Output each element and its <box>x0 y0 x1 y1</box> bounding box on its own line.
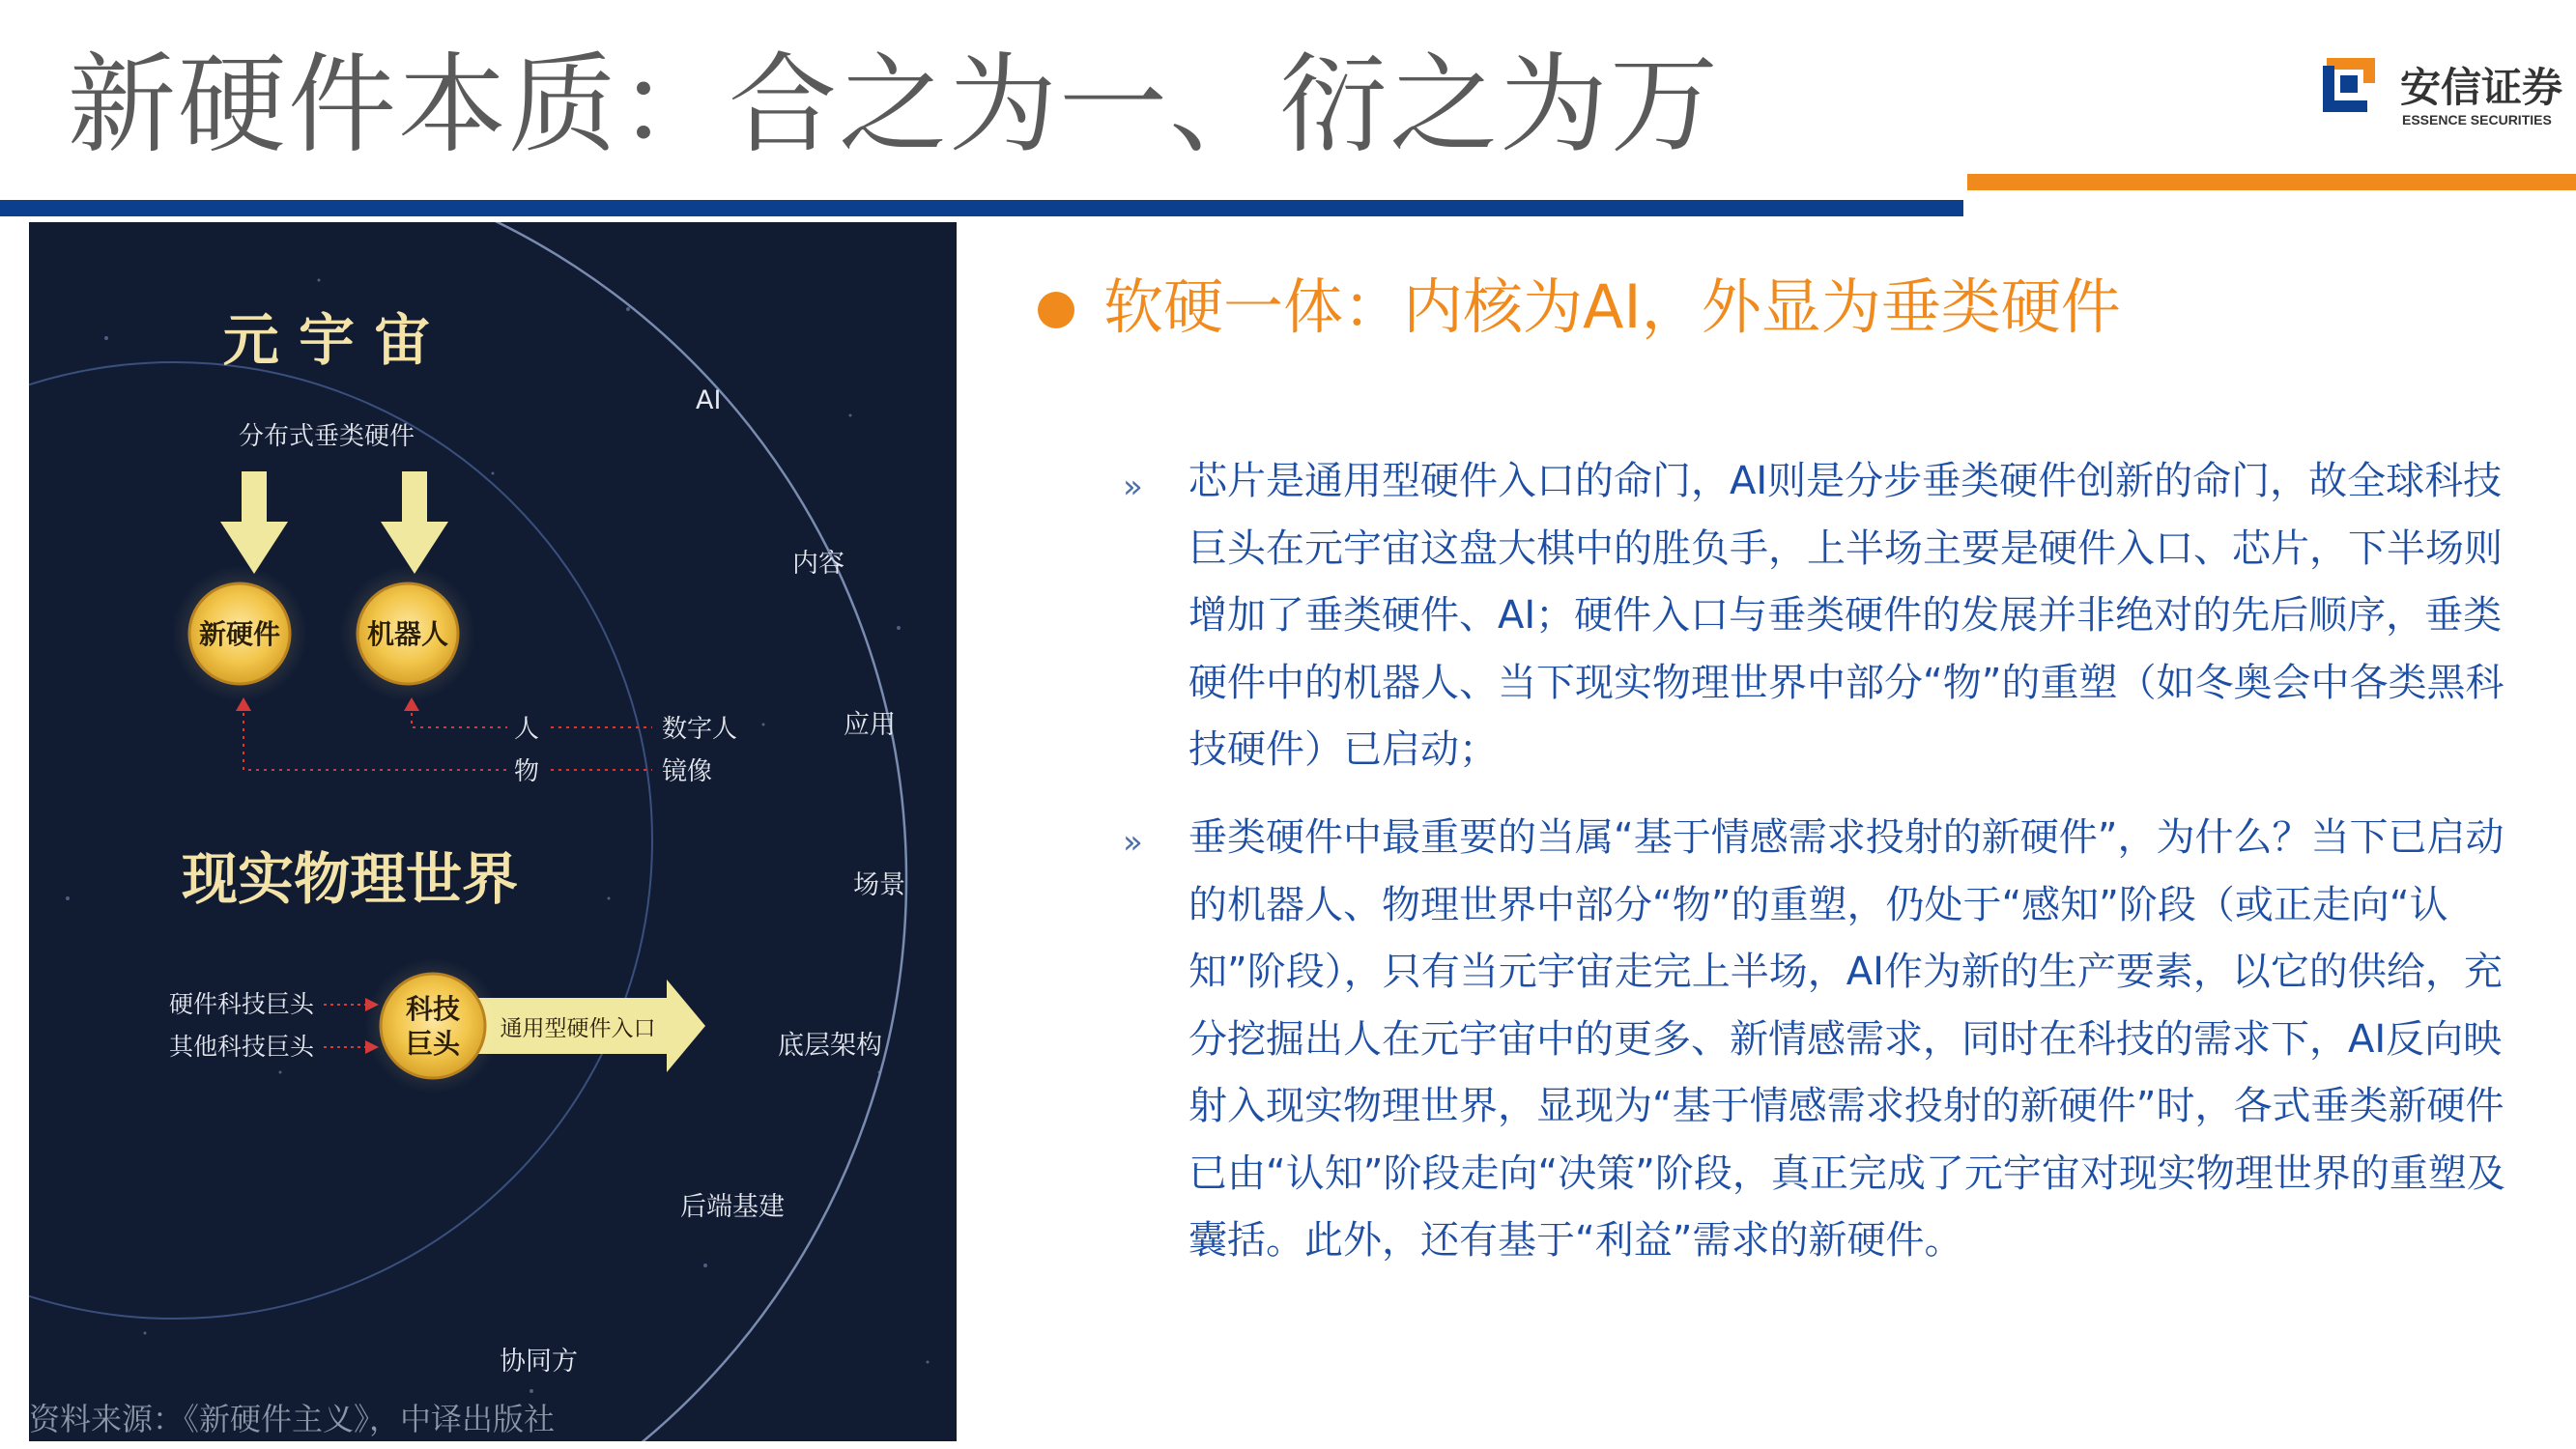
paragraph-bullet-icon: » <box>1123 823 1143 862</box>
ring-label-scenario: 场景 <box>853 870 905 900</box>
other-giants-label: 其他科技巨头 <box>169 1033 315 1061</box>
giants-connectors <box>324 1005 367 1047</box>
tech-giants-label-line2: 巨头 <box>405 1028 461 1060</box>
physical-world-title: 现实物理世界 <box>181 846 519 912</box>
metaverse-diagram-image <box>29 222 957 1441</box>
paragraph-2: 垂类硬件中最重要的当属“基于情感需求投射的新硬件”，为什么？当下已启动的机器人、物理世界中部分“物”的重塑，仍处于“感知”阶段（或正走向“认知”阶段），只有当元宇宙走完上半场，AI作为新的生产要素，以它的供给，充分挖掘出人在元宇宙中的更多、新情感需求，同时在科技的需求下，AI反向映射入现实物理世界，显现为“基于情感需求投射的新硬件”时，各式垂类新硬件已由“认知”阶段走向“决策”阶段，真正完成了元宇宙对现实物理世界的重塑及囊括。此外，还有基于“利益”需求的新硬件。 <box>1188 815 2505 1263</box>
inner-orbit-ring <box>29 362 652 1319</box>
ring-label-backend: 后端基建 <box>680 1192 785 1222</box>
star-field <box>66 279 930 1394</box>
mirror-label: 镜像 <box>662 757 713 786</box>
headline-bullet-icon <box>1038 292 1074 328</box>
digital-human-label: 数字人 <box>662 715 738 744</box>
mapping-connectors <box>243 705 652 770</box>
logo-mark-icon <box>2319 54 2379 114</box>
page-title: 新硬件本质：合之为一、衍之为万 <box>68 43 1720 168</box>
header-divider-blue <box>0 200 1963 216</box>
down-arrow-left-icon <box>220 471 288 574</box>
outer-orbit-ring <box>29 222 906 1441</box>
hardware-giants-label: 硬件科技巨头 <box>169 990 315 1018</box>
ring-label-content: 内容 <box>792 549 844 579</box>
thing-label: 物 <box>513 757 540 786</box>
metaverse-title: 元 宇 宙 <box>222 307 431 373</box>
paragraph-bullet-icon: » <box>1123 468 1143 506</box>
paragraph-1: 芯片是通用型硬件入口的命门，AI则是分步垂类硬件创新的命门，故全球科技巨头在元宇宙这盘大棋中的胜负手，上半场主要是硬件入口、芯片，下半场则增加了垂类硬件、AI；硬件入口与垂类硬件的发展并非绝对的先后顺序，垂类硬件中的机器人、当下现实物理世界中部分“物”的重塑（如冬奥会中各类黑科技硬件）已启动； <box>1188 459 2504 772</box>
header-divider-orange <box>1967 174 2576 190</box>
company-logo <box>2319 48 2576 145</box>
ring-label-ai: AI <box>696 385 722 415</box>
logo-chinese-name: 安信证券 <box>2400 64 2563 111</box>
robot-label: 机器人 <box>366 618 449 650</box>
new-hardware-label: 新硬件 <box>198 618 281 650</box>
down-arrow-right-icon <box>381 471 448 574</box>
ring-label-application: 应用 <box>844 710 896 740</box>
ring-label-partners: 协同方 <box>500 1347 578 1377</box>
source-note: 资料来源：《新硬件主义》，中译出版社 <box>29 1401 556 1437</box>
logo-english-name: ESSENCE SECURITIES <box>2402 112 2552 128</box>
general-entry-label: 通用型硬件入口 <box>500 1016 656 1041</box>
distributed-hardware-label: 分布式垂类硬件 <box>238 422 415 451</box>
person-label: 人 <box>513 715 540 744</box>
tech-giants-label-line1: 科技 <box>405 993 461 1025</box>
tech-giants-node <box>381 974 485 1078</box>
ring-label-infrastructure: 底层架构 <box>778 1031 882 1061</box>
section-headline: 软硬一体：内核为AI，外显为垂类硬件 <box>1103 271 2121 342</box>
